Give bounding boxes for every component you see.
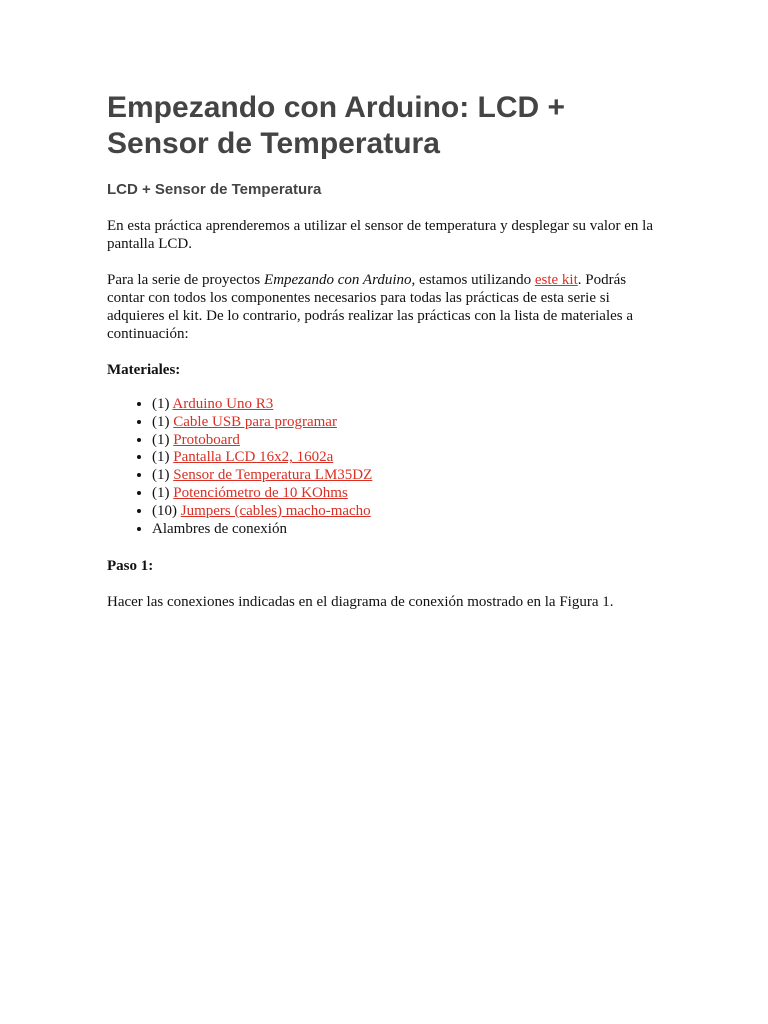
material-link[interactable]: Protoboard — [173, 431, 240, 448]
section-subtitle: LCD + Sensor de Temperatura — [107, 181, 322, 198]
kit-text-2: , estamos utilizando — [411, 272, 535, 288]
materials-list — [107, 396, 372, 538]
material-label: Alambres de conexión — [152, 520, 287, 537]
material-quantity: (1) — [152, 449, 174, 466]
material-item — [152, 467, 372, 485]
material-item — [152, 521, 372, 539]
material-item — [152, 396, 372, 414]
material-link[interactable]: Pantalla LCD 16x2, 1602a — [173, 449, 334, 466]
material-item — [152, 503, 372, 521]
page-title: Empezando con Arduino: LCD + Sensor de Temperatura — [107, 91, 566, 160]
material-item — [152, 432, 372, 450]
step1-text: Hacer las conexiones indicadas en el diagrama de conexión mostrado en la Figura 1. — [107, 594, 614, 610]
kit-text-1: Para la serie de proyectos — [107, 272, 265, 288]
article-content — [107, 90, 667, 610]
kit-paragraph — [107, 271, 667, 343]
material-link[interactable]: Arduino Uno R3 — [172, 396, 274, 412]
material-item — [152, 485, 372, 503]
material-item — [152, 414, 372, 432]
intro-paragraph: En esta práctica aprenderemos a utilizar el sensor de temperatura y desplegar su valor en la pantalla LCD. — [107, 218, 654, 252]
material-quantity: (1) — [152, 484, 174, 501]
materials-heading: Materiales: — [107, 362, 181, 378]
material-quantity: (10) — [152, 502, 181, 519]
material-quantity: (1) — [152, 413, 174, 430]
material-link[interactable]: Potenciómetro de 10 KOhms — [173, 484, 348, 501]
material-quantity: (1) — [152, 396, 173, 412]
series-name: Empezando con Arduino — [264, 272, 412, 288]
material-link[interactable]: Jumpers (cables) macho-macho — [180, 502, 371, 519]
step1-heading: Paso 1: — [107, 558, 154, 574]
kit-text-3: . Podrás contar con todos los componentes necesarios para todas las prácticas de esta serie si adquieres el kit. De lo contrario, podrás realizar las prácticas con la lista de materiales a continuación: — [107, 272, 634, 342]
material-quantity: (1) — [152, 467, 174, 484]
material-link[interactable]: Sensor de Temperatura LM35DZ — [173, 467, 373, 484]
material-quantity: (1) — [152, 431, 174, 448]
material-item — [152, 449, 372, 467]
kit-link[interactable]: este kit — [534, 272, 578, 288]
material-link[interactable]: Cable USB para programar — [173, 413, 337, 430]
